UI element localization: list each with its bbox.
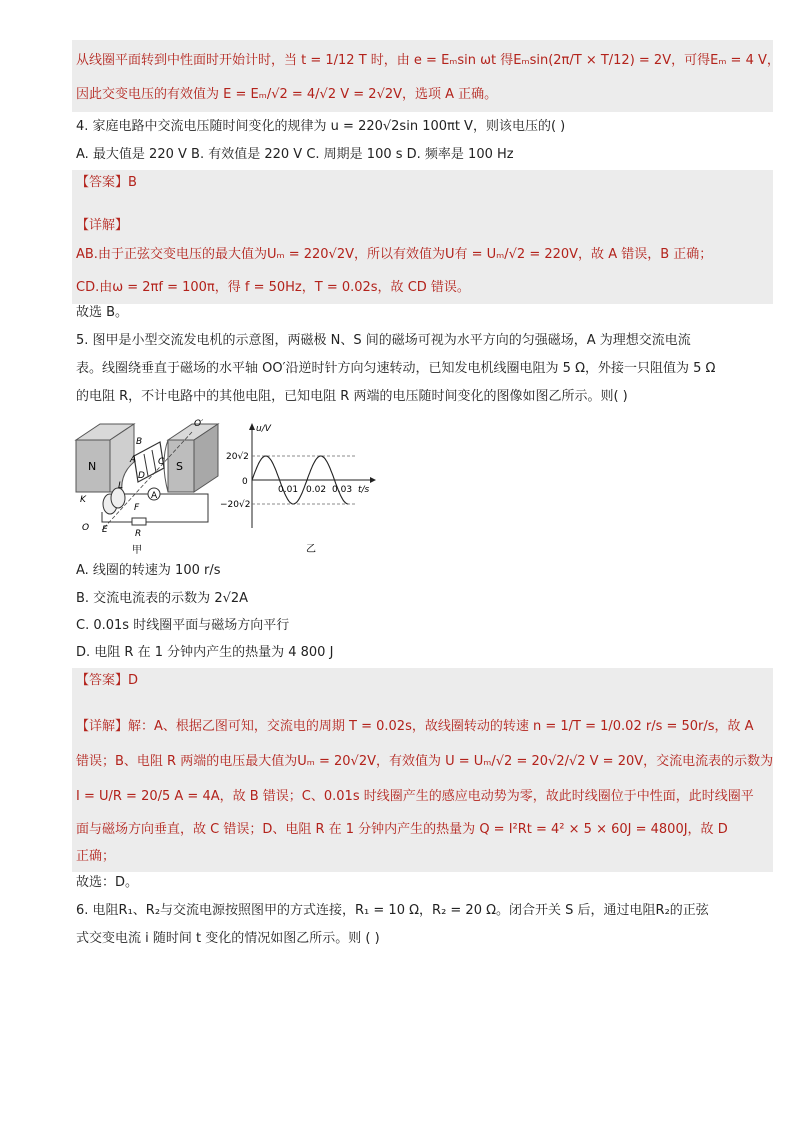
axis-o-label: O [82, 523, 90, 533]
generator-diagram [72, 412, 232, 557]
q5-detail-2: 错误；B、电阻 R 两端的电压最大值为Uₘ = 20√2V，有效值为 U = Uₘ/√2 = 20√2/√2 V = 20V，交流电流表的示数为 [76, 754, 774, 769]
q5-stem-1: 5. 图甲是小型交流发电机的示意图，两磁极 N、S 间的磁场可视为水平方向的匀强磁场，A 为理想交流电流 [76, 333, 691, 348]
resistor-r-label: R [135, 529, 142, 539]
coil-a-label: A [130, 455, 137, 465]
solution-line-2: 因此交变电压的有效值为 E = Eₘ/√2 = 4/√2 V = 2√2V，选项 A 正确。 [76, 87, 498, 102]
q5-detail-1: 【详解】解：A、根据乙图可知，交流电的周期 T = 0.02s，故线圈转动的转速 n = 1/T = 1/0.02 r/s = 50r/s，故 A [76, 719, 754, 734]
axis-o-prime-label: O′ [194, 419, 204, 429]
q5-detail-5: 正确； [76, 849, 116, 864]
brush-f-label: F [134, 503, 140, 513]
q5-option-d: D. 电阻 R 在 1 分钟内产生的热量为 4 800 J [76, 645, 334, 660]
q5-option-b: B. 交流电流表的示数为 2√2A [76, 591, 249, 606]
q5-detail-3: I = U/R = 20/5 A = 4A，故 B 错误；C、0.01s 时线圈产生的感应电动势为零，故此时线圈位于中性面，此时线圈平 [76, 789, 754, 804]
graph-ytick-top: 20√2 [226, 452, 249, 462]
graph-ylabel: u/V [256, 424, 271, 434]
q5-option-a: A. 线圈的转速为 100 r/s [76, 563, 221, 578]
q5-answer: 【答案】D [76, 673, 139, 688]
q4-options: A. 最大值是 220 V B. 有效值是 220 V C. 周期是 100 s D. 频率是 100 Hz [76, 147, 514, 162]
q5-conclusion: 故选：D。 [76, 875, 139, 890]
graph-xtick-1: 0.01 [278, 485, 299, 495]
graph-origin: 0 [242, 477, 248, 487]
graph-ytick-bottom: −20√2 [220, 500, 251, 510]
magnet-n-label: N [88, 460, 97, 473]
q4-detail-2: CD.由ω = 2πf = 100π，得 f = 50Hz，T = 0.02s，故 CD 错误。 [76, 280, 470, 295]
solution-line-1: 从线圈平面转到中性面时开始计时，当 t = 1/12 T 时，由 e = Eₘsin ωt 得Eₘsin(2π/T × T/12) = 2V，可得Eₘ = 4 V， [76, 53, 780, 68]
brush-k-label: K [80, 495, 86, 505]
q4-answer: 【答案】B [76, 175, 137, 190]
q5-stem-3: 的电阻 R，不计电路中的其他电阻，已知电阻 R 两端的电压随时间变化的图像如图乙所示。则( ) [76, 389, 628, 404]
q4-stem: 4. 家庭电路中交流电压随时间变化的规律为 u = 220√2sin 100πt V，则该电压的( ) [76, 119, 566, 134]
ammeter-label: A [151, 491, 158, 501]
graph-xtick-3: 0.03 [332, 485, 353, 495]
graph-xtick-2: 0.02 [306, 485, 327, 495]
figure-right-caption: 乙 [306, 544, 316, 555]
brush-l-label: L [118, 481, 124, 491]
graph-xunit: t/s [358, 485, 370, 495]
q5-stem-2: 表。线圈绕垂直于磁场的水平轴 OO′沿逆时针方向匀速转动，已知发电机线圈电阻为 5 Ω，外接一只阻值为 5 Ω [76, 361, 716, 376]
voltage-time-graph [218, 418, 388, 556]
q6-stem-2: 式交变电流 i 随时间 t 变化的情况如图乙所示。则 ( ) [76, 931, 380, 946]
figure-left-caption: 甲 [132, 545, 142, 556]
coil-d-label: D [138, 471, 145, 481]
q4-detail-1: AB.由于正弦交变电压的最大值为Uₘ = 220√2V，所以有效值为U有 = Uₘ/√2 = 220V，故 A 错误，B 正确； [76, 247, 713, 262]
q4-detail-title: 【详解】 [76, 218, 129, 233]
magnet-s-label: S [176, 460, 183, 473]
brush-e-label: E [102, 525, 108, 535]
q5-detail-4: 面与磁场方向垂直，故 C 错误；D、电阻 R 在 1 分钟内产生的热量为 Q = I²Rt = 4² × 5 × 60J = 4800J，故 D [76, 822, 728, 837]
coil-b-label: B [136, 437, 143, 447]
coil-c-label: C [158, 457, 165, 467]
q6-stem-1: 6. 电阻R₁、R₂与交流电源按照图甲的方式连接，R₁ = 10 Ω，R₂ = 20 Ω。闭合开关 S 后，通过电阻R₂的正弦 [76, 903, 709, 918]
q4-conclusion: 故选 B。 [76, 305, 129, 320]
q5-option-c: C. 0.01s 时线圈平面与磁场方向平行 [76, 618, 290, 633]
